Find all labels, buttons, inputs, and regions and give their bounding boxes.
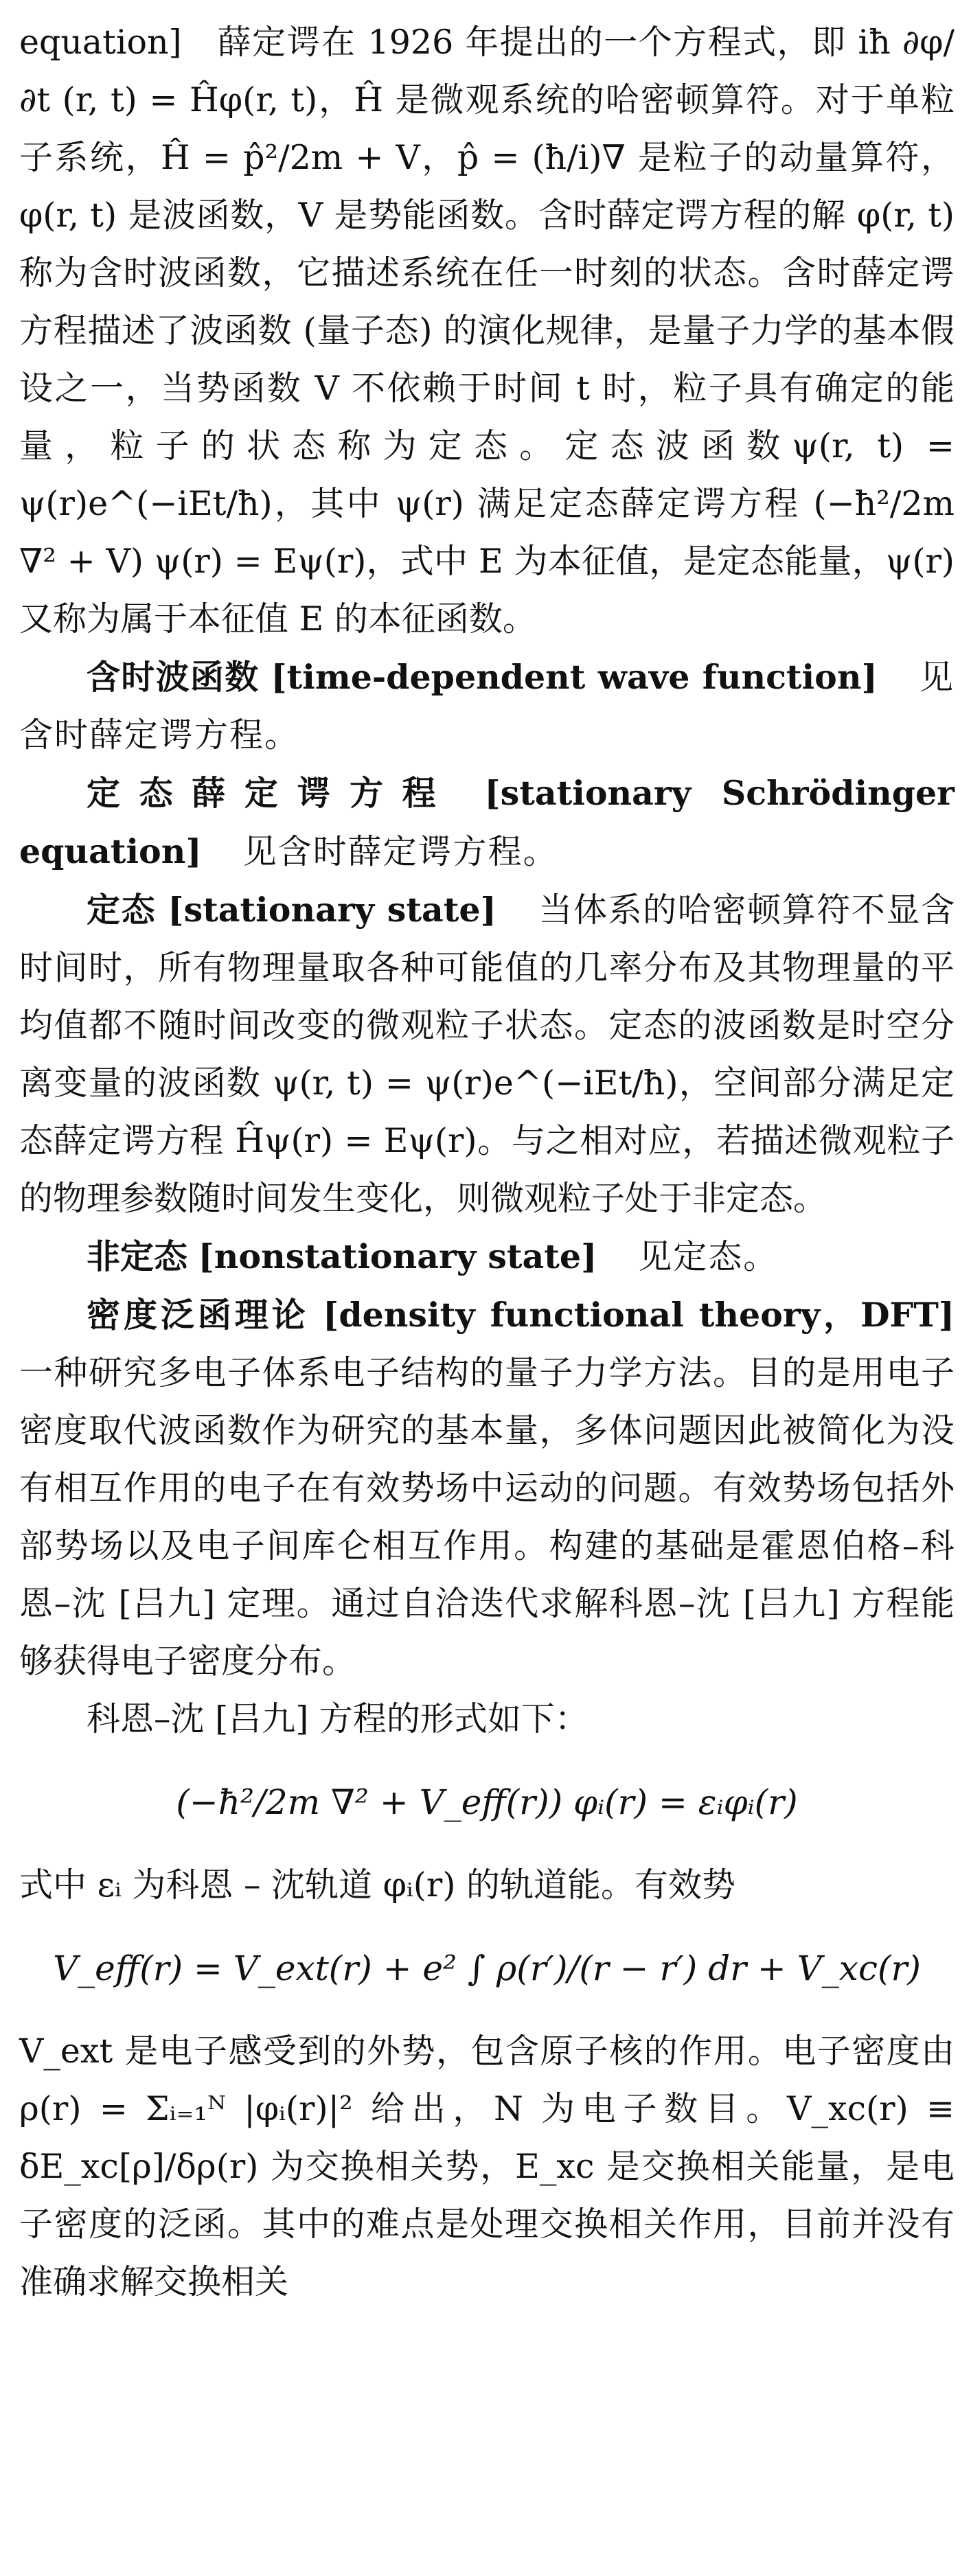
entry-term: 定态薛定谔方程	[87, 774, 455, 813]
entry-body: 见含时薛定谔方程。	[242, 832, 558, 871]
entry-body: 一种研究多电子体系电子结构的量子力学方法。目的是用电子密度取代波函数作为研究的基本量，多体问题因此被简化为没有相互作用的电子在有效势场中运动的问题。有效势场包括外部势场以及电子间库仑相互作用。构建的基础是霍恩伯格–科恩–沈 [吕九] 定理。通过自洽迭代求解科恩–沈 [吕九] 方程能够获得电子密度分布。	[19, 1353, 955, 1681]
entry-stationary-schrodinger-equation	[19, 764, 955, 881]
schrodinger-entry-continuation: equation] 薛定谔在 1926 年提出的一个方程式，即 iħ ∂φ/∂t (r, t) = Ĥφ(r, t)，Ĥ 是微观系统的哈密顿算符。对于单粒子系统，Ĥ = p̂²/2m + V，p̂ = (ħ/i)∇ 是粒子的动量算符，φ(r, t) 是波函数，V 是势能函数。含时薛定谔方程的解 φ(r, t) 称为含时波函数，它描述系统在任一时刻的状态。含时薛定谔方程描述了波函数 (量子态) 的演化规律，是量子力学的基本假设之一，当势函数 V 不依赖于时间 t 时，粒子具有确定的能量，粒子的状态称为定态。定态波函数ψ(r, t) = ψ(r)e^(−iEt/ħ)，其中 ψ(r) 满足定态薛定谔方程 (−ħ²/2m ∇² + V) ψ(r) = Eψ(r)，式中 E 为本征值，是定态能量，ψ(r) 又称为属于本征值 E 的本征函数。	[19, 23, 955, 639]
entry-body: 见含时薛定谔方程。	[19, 658, 955, 755]
effective-potential-equation: V_eff(r) = V_ext(r) + e² ∫ ρ(r′)/(r − r′) dr + V_xc(r)	[53, 1948, 921, 1988]
external-potential-text: V_ext 是电子感受到的外势，包含原子核的作用。电子密度由 ρ(r) = Σᵢ₌₁ᴺ |φᵢ(r)|² 给出，N 为电子数目。V_xc(r) ≡ δE_xc[ρ]/δρ(r) 为交换相关势，E_xc 是交换相关能量，是电子密度的泛函。其中的难点是处理交换相关作用，目前并没有准确求解交换相关	[19, 2032, 955, 2301]
entry-body: 当体系的哈密顿算符不显含时间时，所有物理量取各种可能值的几率分布及其物理量的平均值都不随时间改变的微观粒子状态。定态的波函数是时空分离变量的波函数 ψ(r, t) = ψ(r)e^(−iEt/ħ)，空间部分满足定态薛定谔方程 Ĥψ(r) = Eψ(r)。与之相对应，若描述微观粒子的物理参数随时间发生变化，则微观粒子处于非定态。	[19, 890, 955, 1218]
entry-english: [time-dependent wave function]	[271, 657, 878, 697]
entry-stationary-state	[19, 881, 955, 1228]
kohn-sham-intro: 科恩–沈 [吕九] 方程的形式如下：	[87, 1699, 589, 1738]
dictionary-page	[19, 14, 955, 2311]
entry-english: [nonstationary state]	[198, 1237, 597, 1276]
entry-term: 密度泛函理论	[87, 1296, 309, 1335]
entry-density-functional-theory	[19, 1286, 955, 1690]
entry-english: [density functional theory，DFT]	[323, 1295, 955, 1335]
kohn-sham-equation: (−ħ²/2m ∇² + V_eff(r)) φᵢ(r) = εᵢφᵢ(r)	[176, 1782, 798, 1822]
entry-body: 见定态。	[638, 1237, 779, 1276]
entry-time-dependent-wave-function	[19, 648, 955, 764]
entry-term: 定态	[87, 890, 157, 930]
entry-term: 非定态	[87, 1237, 188, 1276]
entry-english: [stationary Schrödinger equation]	[19, 773, 955, 871]
entry-nonstationary-state	[19, 1228, 955, 1286]
entry-english: [stationary state]	[168, 890, 496, 930]
entry-term: 含时波函数	[87, 658, 260, 697]
orbital-energy-text: 式中 εᵢ 为科恩 – 沈轨道 φᵢ(r) 的轨道能。有效势	[19, 1865, 736, 1905]
